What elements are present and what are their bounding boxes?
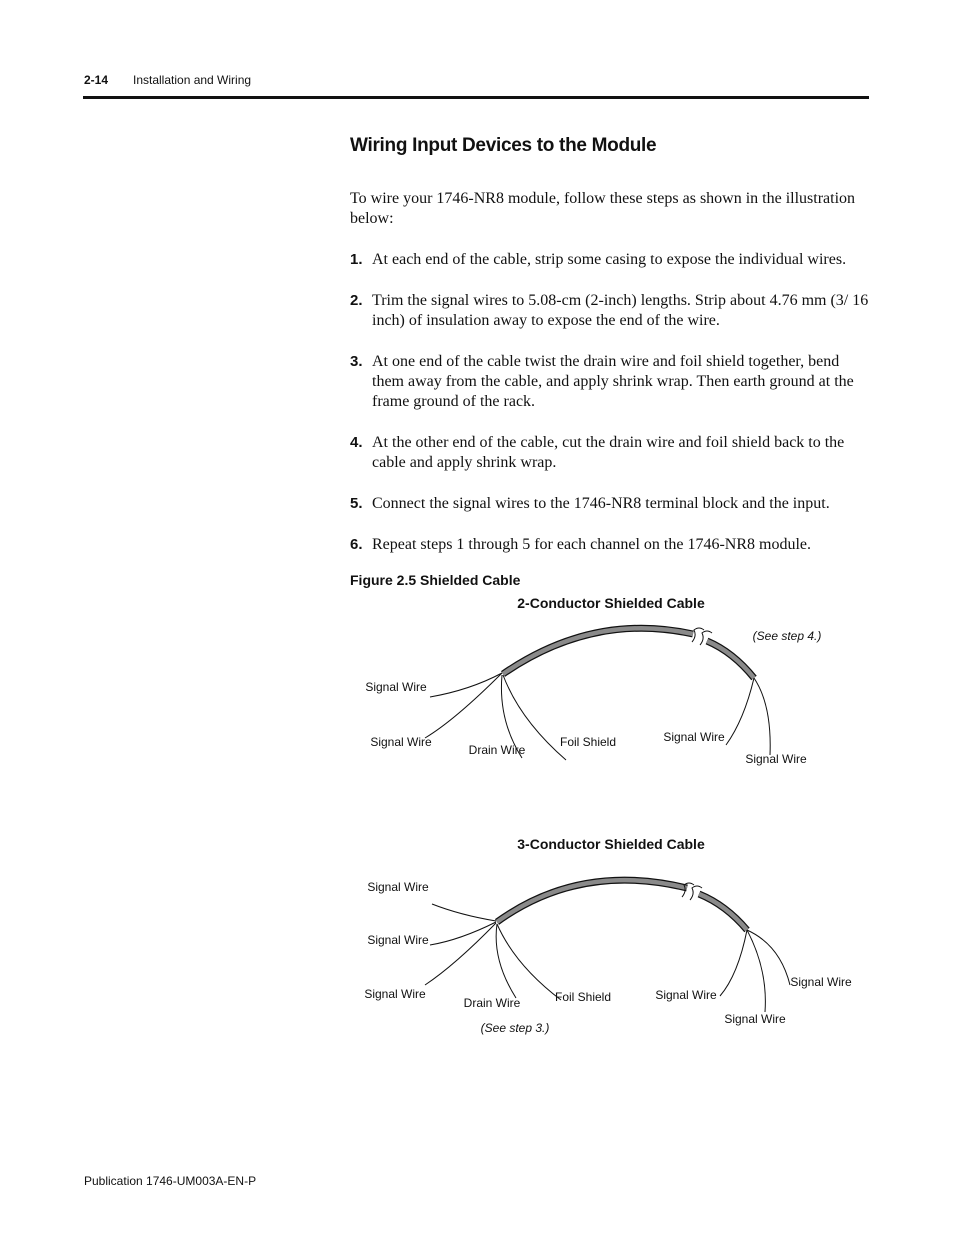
step-text: At the other end of the cable, cut the drain wire and foil shield back to the cable and apply shrink wrap. (372, 434, 845, 471)
diagram1-label-signal-wire: Signal Wire (745, 752, 807, 766)
step-number: 5. (350, 495, 363, 512)
intro-paragraph: To wire your 1746-NR8 module, follow these steps as shown in the illustration below: (350, 190, 856, 227)
diagram1-label-signal-wire: Signal Wire (663, 730, 725, 744)
step-number: 3. (350, 353, 363, 370)
diagram1-note: (See step 4.) (752, 629, 822, 643)
step-text: Repeat steps 1 through 5 for each channel on the 1746-NR8 module. (372, 536, 811, 553)
diagram2-note: (See step 3.) (480, 1021, 550, 1035)
diagram2-label-signal-wire: Signal Wire (364, 987, 426, 1001)
diagram2-label-foil-shield: Foil Shield (554, 990, 612, 1004)
step-number: 2. (350, 292, 363, 309)
step-text: At one end of the cable twist the drain wire and foil shield together, bend them away from the cable, and apply shrink wrap. Then earth ground at the frame ground of the rack. (372, 353, 854, 410)
section-title: Wiring Input Devices to the Module (350, 135, 657, 156)
publication-footer: Publication 1746-UM003A-EN-P (84, 1174, 257, 1188)
step-text: Trim the signal wires to 5.08-cm (2-inch) lengths. Strip about 4.76 mm (3/ 16 inch) of insulation away to expose the end of the wire. (372, 292, 869, 329)
chapter-title: Installation and Wiring (133, 73, 252, 87)
page-number: 2-14 (84, 73, 109, 87)
diagram2-label-signal-wire: Signal Wire (367, 933, 429, 947)
diagram1-label-signal-wire: Signal Wire (365, 680, 427, 694)
diagram2-label-signal-wire: Signal Wire (790, 975, 852, 989)
step-number: 4. (350, 434, 363, 451)
diagram2-title: 3-Conductor Shielded Cable (517, 836, 705, 852)
diagram2-label-drain-wire: Drain Wire (463, 996, 521, 1010)
diagram1-label-signal-wire: Signal Wire (370, 735, 432, 749)
diagram2-label-signal-wire: Signal Wire (655, 988, 717, 1002)
step-text: At each end of the cable, strip some casing to expose the individual wires. (372, 251, 847, 268)
diagram1-label-drain-wire: Drain Wire (468, 743, 526, 757)
step-number: 1. (350, 251, 363, 268)
diagram1-label-foil-shield: Foil Shield (559, 735, 617, 749)
step-text: Connect the signal wires to the 1746-NR8 terminal block and the input. (372, 495, 830, 512)
diagram2-label-signal-wire: Signal Wire (724, 1012, 786, 1026)
diagram2-label-signal-wire: Signal Wire (367, 880, 429, 894)
diagram1-title: 2-Conductor Shielded Cable (517, 595, 705, 611)
step-number: 6. (350, 536, 363, 553)
figure-caption: Figure 2.5 Shielded Cable (350, 572, 521, 588)
